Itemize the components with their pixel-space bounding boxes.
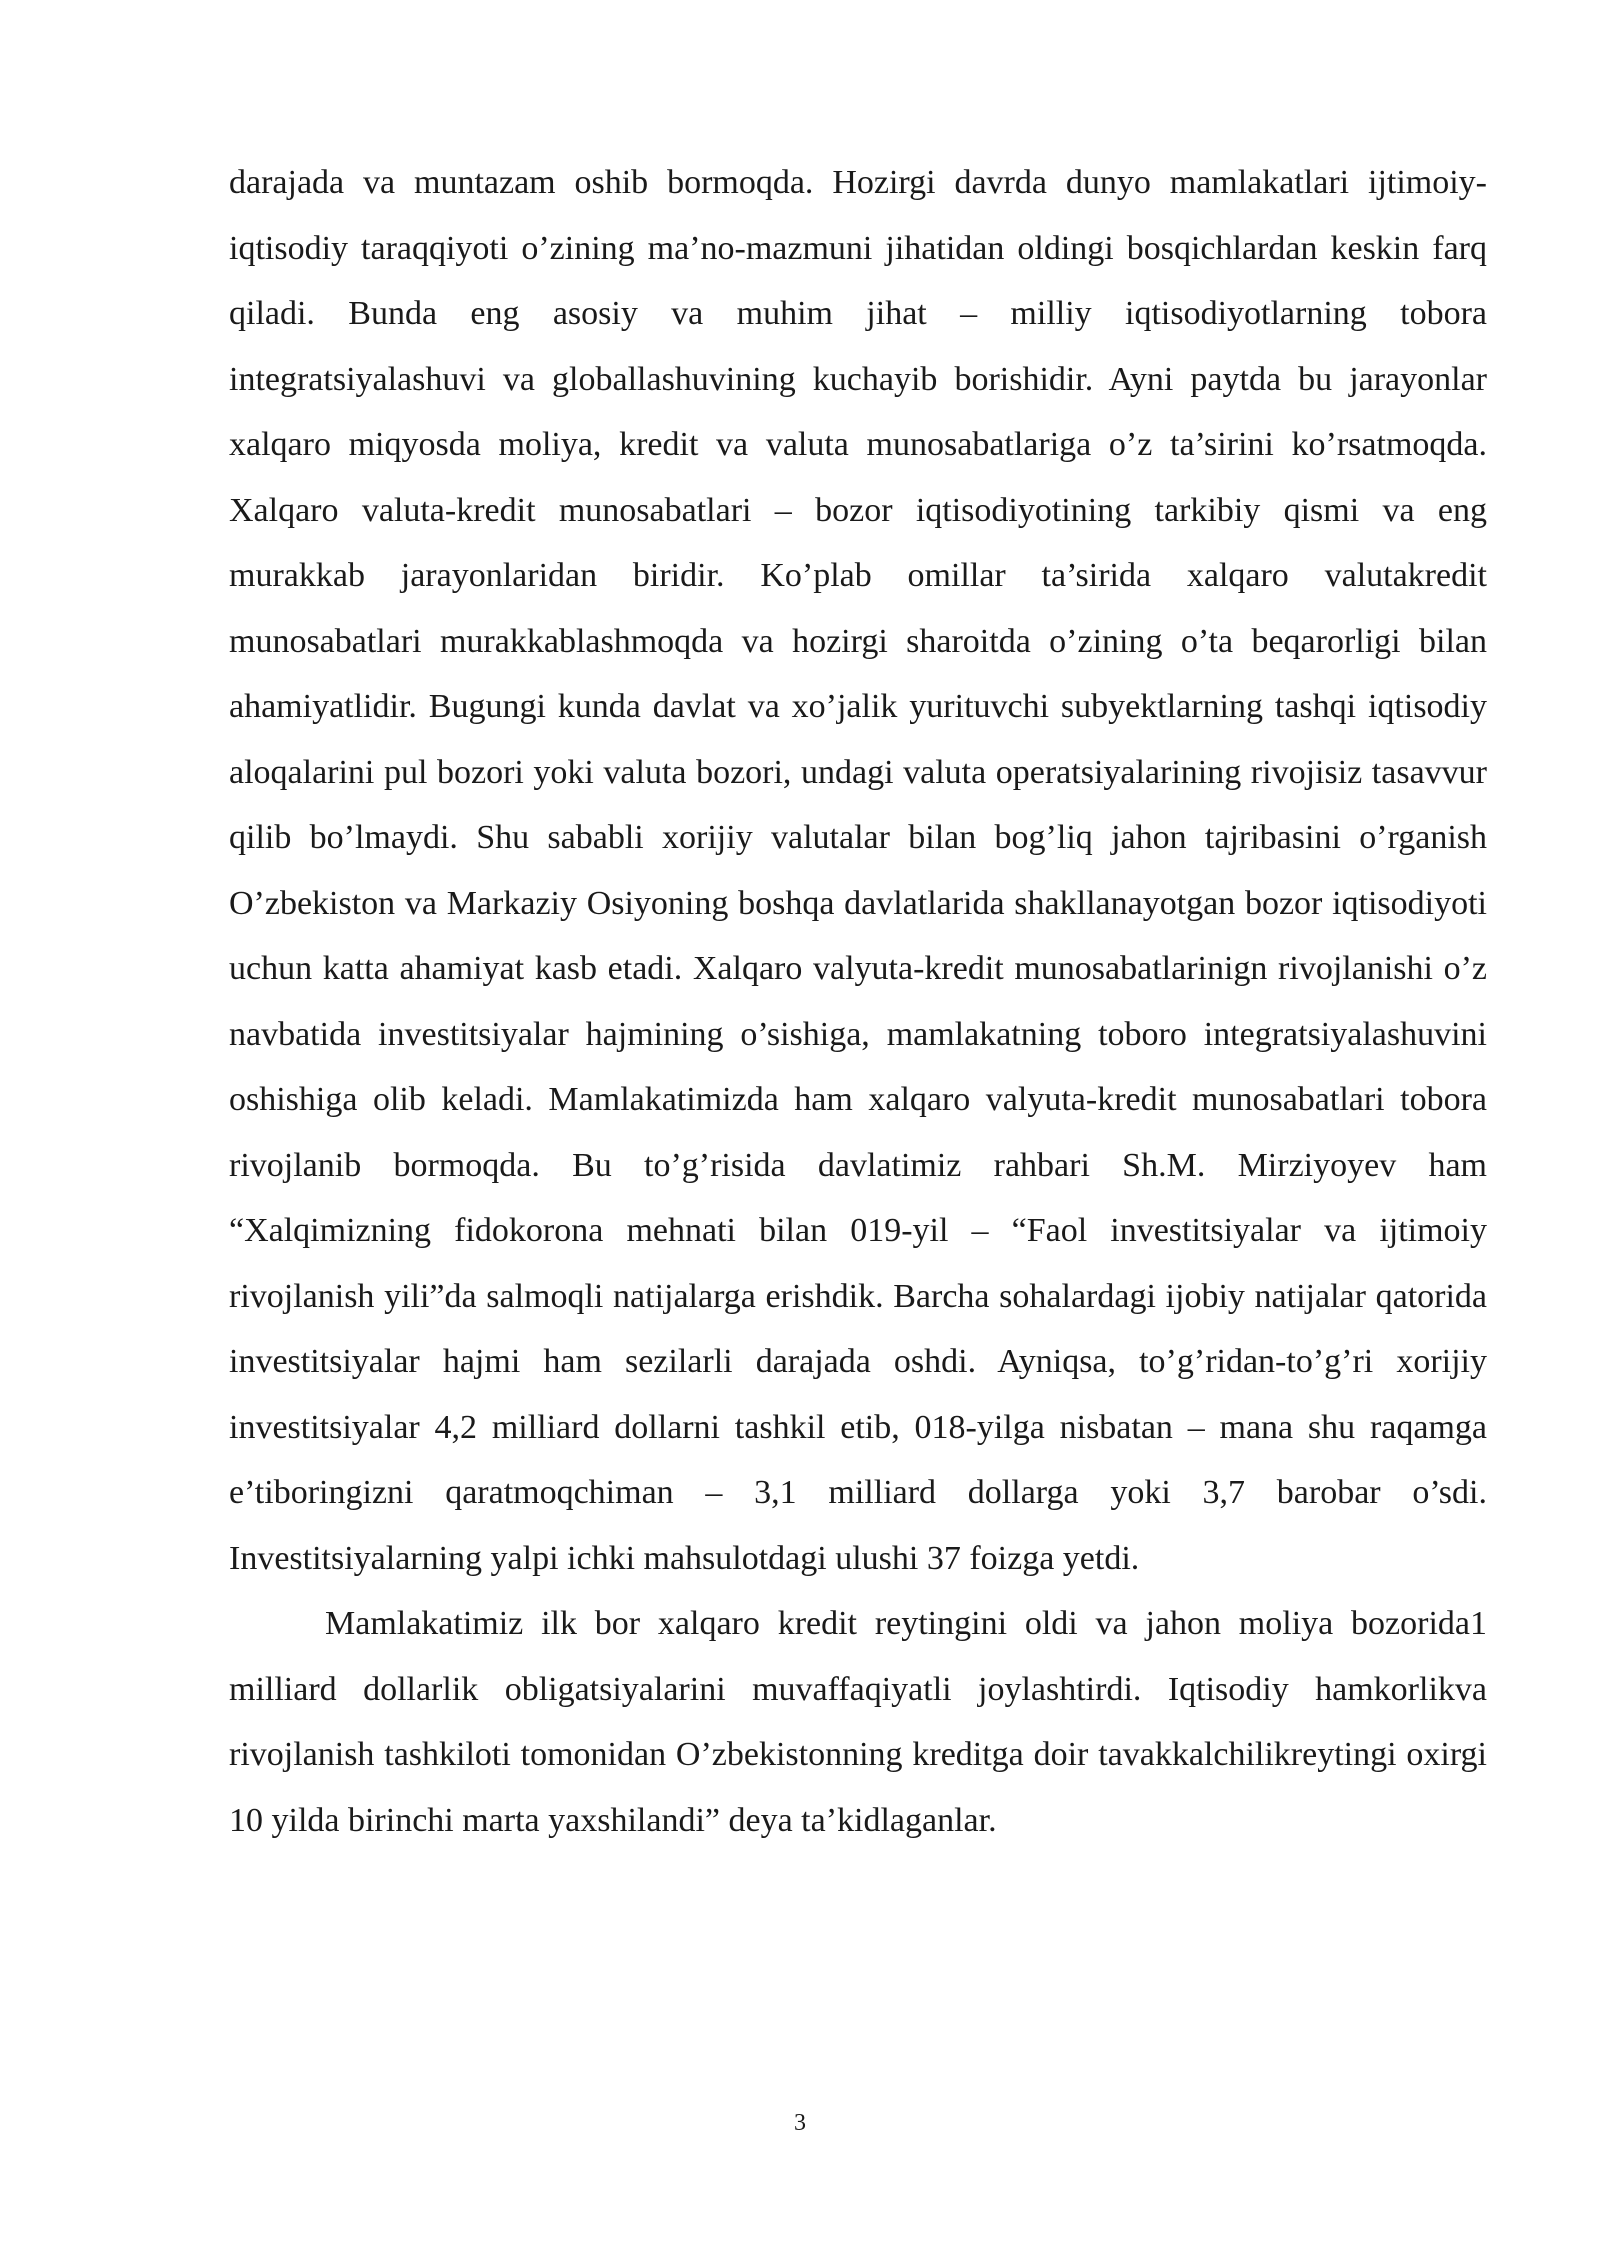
body-text (229, 150, 1487, 1853)
paragraph-2: Mamlakatimiz ilk bor xalqaro kredit reytingini oldi va jahon moliya bozorida1 milliard dollarlik obligatsiyalarini muvaffaqiyatli joylashtirdi. Iqtisodiy hamkorlikva rivojlanish tashkiloti tomonidan O’zbekistonning kreditga doir tavakkalchilikreytingi oxirgi 10 yilda birinchi marta yaxshilandi” deya ta’kidlaganlar. (229, 1605, 1487, 1839)
paragraph-1: darajada va muntazam oshib bormoqda. Hozirgi davrda dunyo mamlakatlari ijtimoiy-iqtisodiy taraqqiyoti o’zining ma’no-mazmuni jihatidan oldingi bosqichlardan keskin farq qiladi. Bunda eng asosiy va muhim jihat – milliy iqtisodiyotlarning tobora integratsiyalashuvi va globallashuvining kuchayib borishidir. Ayni paytda bu jarayonlar xalqaro miqyosda moliya, kredit va valuta munosabatlariga o’z ta’sirini ko’rsatmoqda. Xalqaro valuta-kredit munosabatlari – bozor iqtisodiyotining tarkibiy qismi va eng murakkab jarayonlaridan biridir. Ko’plab omillar ta’sirida xalqaro valutakredit munosabatlari murakkablashmoqda va hozirgi sharoitda o’zining o’ta beqarorligi bilan ahamiyatlidir. Bugungi kunda davlat va xo’jalik yurituvchi subyektlarning tashqi iqtisodiy aloqalarini pul bozori yoki valuta bozori, undagi valuta operatsiyalarining rivojisiz tasavvur qilib bo’lmaydi. Shu sababli xorijiy valutalar bilan bog’liq jahon tajribasini o’rganish O’zbekiston va Markaziy Osiyoning boshqa davlatlarida shakllanayotgan bozor iqtisodiyoti uchun katta ahamiyat kasb etadi. Xalqaro valyuta-kredit munosabatlarinign rivojlanishi o’z navbatida investitsiyalar hajmining o’sishiga, mamlakatning toboro integratsiyalashuvini oshishiga olib keladi. Mamlakatimizda ham xalqaro valyuta-kredit munosabatlari tobora rivojlanib bormoqda. Bu to’g’risida davlatimiz rahbari Sh.M. Mirziyoyev ham “Xalqimizning fidokorona mehnati bilan 019-yil – “Faol investitsiyalar va ijtimoiy rivojlanish yili”da salmoqli natijalarga erishdik. Barcha sohalardagi ijobiy natijalar qatorida investitsiyalar hajmi ham sezilarli darajada oshdi. Ayniqsa, to’g’ridan-to’g’ri xorijiy investitsiyalar 4,2 milliard dollarni tashkil etib, 018-yilga nisbatan – mana shu raqamga e’tiboringizni qaratmoqchiman – 3,1 milliard dollarga yoki 3,7 barobar o’sdi. Investitsiyalarning yalpi ichki mahsulotdagi ulushi 37 foizga yetdi. (229, 164, 1487, 1577)
page-number: 3 (794, 2110, 806, 2136)
